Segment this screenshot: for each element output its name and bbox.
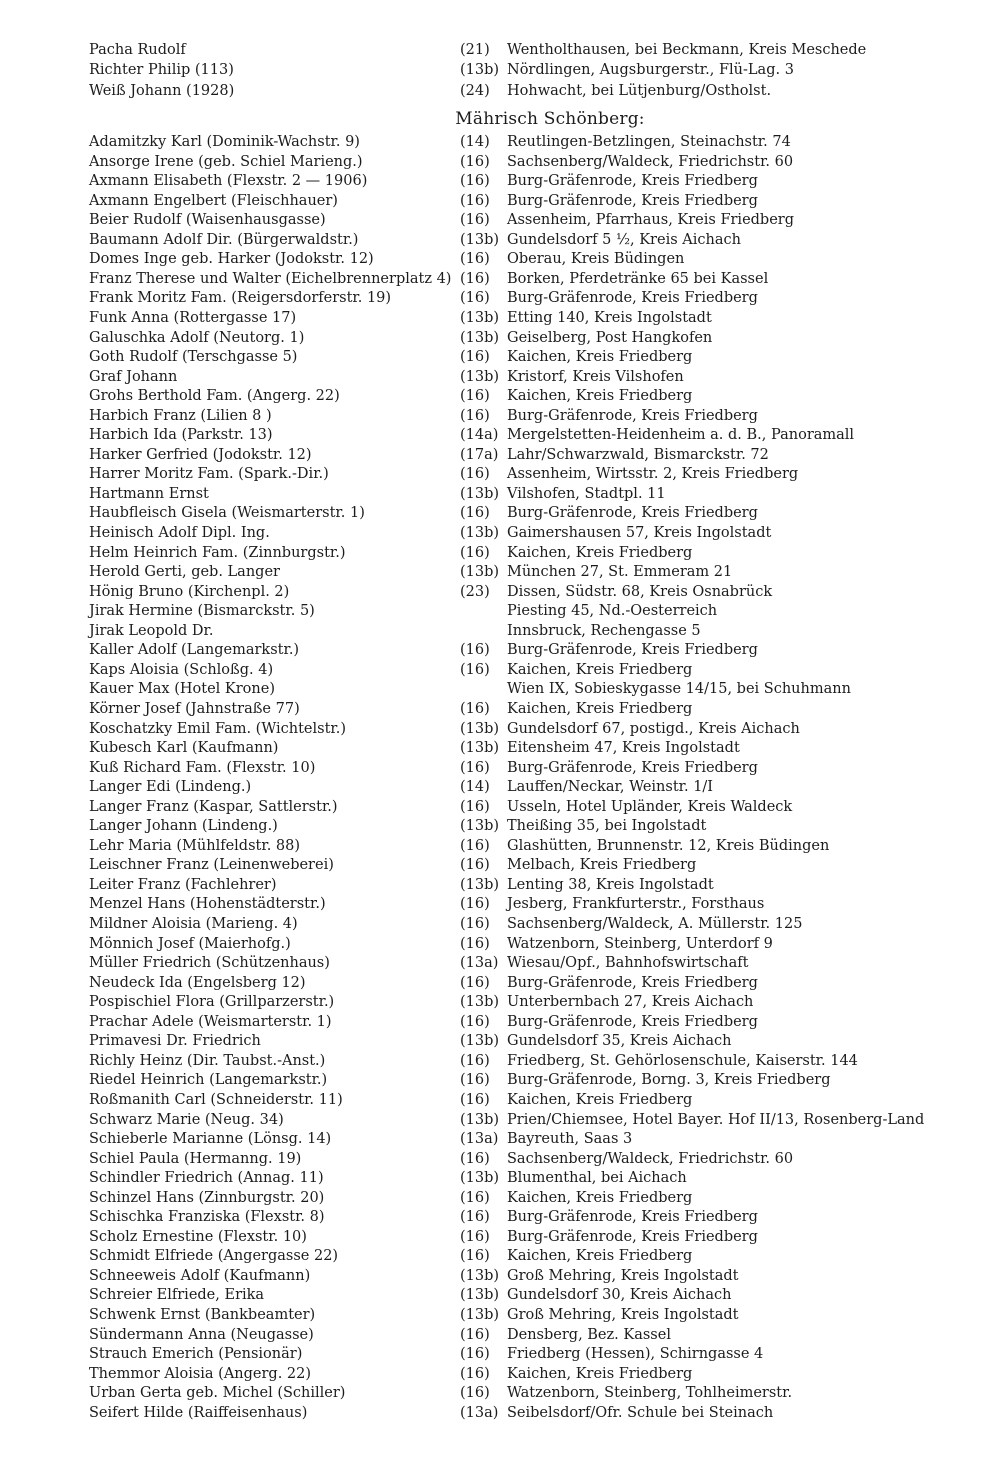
entry-row xyxy=(0,1267,1000,1287)
entry-row xyxy=(0,426,1000,446)
entry-row xyxy=(0,1365,1000,1385)
entry-name: Schiel Paula (Hermanng. 19) xyxy=(89,1150,302,1167)
entry-zone: (13b) xyxy=(460,1170,500,1187)
entry-address: Theißing 35, bei Ingolstadt xyxy=(507,818,707,835)
entry-name: Schwarz Marie (Neug. 34) xyxy=(89,1111,284,1128)
entry-address: Bayreuth, Saas 3 xyxy=(507,1131,633,1148)
entry-zone: (16) xyxy=(460,1385,490,1402)
entry-address: Innsbruck, Rechengasse 5 xyxy=(507,622,701,639)
entry-name: Harrer Moritz Fam. (Spark.-Dir.) xyxy=(89,466,329,483)
entry-zone: (16) xyxy=(460,896,490,913)
entry-name: Primavesi Dr. Friedrich xyxy=(89,1033,261,1050)
entry-address: Groß Mehring, Kreis Ingolstadt xyxy=(507,1267,739,1284)
entry-address: Jesberg, Frankfurterstr., Forsthaus xyxy=(507,896,765,913)
entry-name: Scholz Ernestine (Flexstr. 10) xyxy=(89,1228,307,1245)
entry-address: Hohwacht, bei Lütjenburg/Ostholst. xyxy=(507,82,772,99)
entry-zone: (13b) xyxy=(460,485,500,502)
entry-row xyxy=(0,817,1000,837)
entry-zone: (16) xyxy=(460,1189,490,1206)
entry-zone: (13b) xyxy=(460,309,500,326)
entry-address: Melbach, Kreis Friedberg xyxy=(507,857,697,874)
entry-name: Schneeweis Adolf (Kaufmann) xyxy=(89,1267,311,1284)
entry-zone: (16) xyxy=(460,642,490,659)
entry-zone: (13b) xyxy=(460,1287,500,1304)
entry-name: Pospischiel Flora (Grillparzerstr.) xyxy=(89,994,335,1011)
entry-name: Helm Heinrich Fam. (Zinnburgstr.) xyxy=(89,544,346,561)
entry-address: Kaichen, Kreis Friedberg xyxy=(507,544,693,561)
entry-name: Kaller Adolf (Langemarkstr.) xyxy=(89,642,300,659)
entry-zone: (16) xyxy=(460,1248,490,1265)
entry-row xyxy=(0,1013,1000,1033)
entry-zone: (16) xyxy=(460,1326,490,1343)
entry-row xyxy=(0,1111,1000,1131)
entry-row xyxy=(0,329,1000,349)
entry-row xyxy=(0,563,1000,583)
entry-row xyxy=(0,250,1000,270)
entry-address: Burg-Gräfenrode, Kreis Friedberg xyxy=(507,1013,758,1030)
entry-name: Schinzel Hans (Zinnburgstr. 20) xyxy=(89,1189,325,1206)
entry-row xyxy=(0,133,1000,153)
entry-name: Pacha Rudolf xyxy=(89,42,186,58)
entry-zone: (16) xyxy=(460,1072,490,1089)
entry-address: Burg-Gräfenrode, Kreis Friedberg xyxy=(507,505,758,522)
entry-address: Burg-Gräfenrode, Kreis Friedberg xyxy=(507,1209,758,1226)
entry-row xyxy=(0,1150,1000,1170)
entry-name: Harker Gerfried (Jodokstr. 12) xyxy=(89,446,312,463)
entry-row xyxy=(0,1286,1000,1306)
entry-name: Harbich Franz (Lilien 8 ) xyxy=(89,407,272,424)
entry-row xyxy=(0,778,1000,798)
entry-row xyxy=(0,739,1000,759)
entry-address: Mergelstetten-Heidenheim a. d. B., Panoramall xyxy=(507,427,855,444)
entry-address: Wien IX, Sobieskygasse 14/15, bei Schuhmann xyxy=(507,681,851,698)
entry-name: Axmann Elisabeth (Flexstr. 2 — 1906) xyxy=(89,173,368,190)
entry-address: Vilshofen, Stadtpl. 11 xyxy=(507,485,666,502)
entry-zone: (16) xyxy=(460,661,490,678)
entry-zone: (16) xyxy=(460,212,490,229)
entry-name: Themmor Aloisia (Angerg. 22) xyxy=(89,1365,312,1382)
entry-zone: (16) xyxy=(460,251,490,268)
entry-row xyxy=(0,270,1000,290)
entry-address: Burg-Gräfenrode, Borng. 3, Kreis Friedberg xyxy=(507,1072,831,1089)
entry-row xyxy=(0,172,1000,192)
entry-zone: (13b) xyxy=(460,1111,500,1128)
entry-name: Jirak Leopold Dr. xyxy=(89,622,214,639)
entry-row xyxy=(0,583,1000,603)
entry-row xyxy=(0,993,1000,1013)
entry-address: Unterbernbach 27, Kreis Aichach xyxy=(507,994,754,1011)
entry-row xyxy=(0,954,1000,974)
entry-address: Friedberg (Hessen), Schirngasse 4 xyxy=(507,1346,764,1363)
entry-address: Kaichen, Kreis Friedberg xyxy=(507,388,693,405)
entry-name: Graf Johann xyxy=(89,368,178,385)
entry-zone: (16) xyxy=(460,935,490,952)
entry-name: Richly Heinz (Dir. Taubst.-Anst.) xyxy=(89,1052,326,1069)
entry-address: Sachsenberg/Waldeck, Friedrichstr. 60 xyxy=(507,153,794,170)
entry-row xyxy=(0,544,1000,564)
entry-zone: (13b) xyxy=(460,740,500,757)
entry-row xyxy=(0,720,1000,740)
entry-zone: (16) xyxy=(460,153,490,170)
entry-zone: (13b) xyxy=(460,1033,500,1050)
entry-address: Assenheim, Pfarrhaus, Kreis Friedberg xyxy=(507,212,795,229)
entry-row xyxy=(0,759,1000,779)
entry-zone: (16) xyxy=(460,1209,490,1226)
entry-name: Heinisch Adolf Dipl. Ing. xyxy=(89,525,270,541)
entry-address: Reutlingen-Betzlingen, Steinachstr. 74 xyxy=(507,134,791,150)
entry-zone: (21) xyxy=(460,42,490,58)
entry-name: Leiter Franz (Fachlehrer) xyxy=(89,876,277,893)
entry-name: Schieberle Marianne (Lönsg. 14) xyxy=(89,1131,332,1148)
entry-address: Seibelsdorf/Ofr. Schule bei Steinach xyxy=(507,1404,774,1421)
entry-address: Burg-Gräfenrode, Kreis Friedberg xyxy=(507,1228,758,1245)
entry-address: Friedberg, St. Gehörlosenschule, Kaiserstr. 144 xyxy=(507,1052,858,1069)
entry-name: Prachar Adele (Weismarterstr. 1) xyxy=(89,1013,332,1030)
entry-address: Kristorf, Kreis Vilshofen xyxy=(507,368,684,385)
entry-zone: (23) xyxy=(460,583,490,600)
section-heading-text: Mährisch Schönberg: xyxy=(455,109,645,129)
entry-name: Kubesch Karl (Kaufmann) xyxy=(89,740,279,757)
entry-name: Mildner Aloisia (Marieng. 4) xyxy=(89,916,298,932)
entry-zone: (13b) xyxy=(460,1267,500,1284)
entry-address: Glashütten, Brunnenstr. 12, Kreis Büdingen xyxy=(507,837,830,854)
entry-zone: (24) xyxy=(460,82,490,99)
entry-address: Burg-Gräfenrode, Kreis Friedberg xyxy=(507,759,758,776)
entry-name: Strauch Emerich (Pensionär) xyxy=(89,1346,303,1363)
entry-address: Lenting 38, Kreis Ingolstadt xyxy=(507,876,714,893)
entry-row xyxy=(0,41,1000,61)
section-heading xyxy=(0,108,1000,130)
entry-row xyxy=(0,1306,1000,1326)
entry-zone: (17a) xyxy=(460,446,499,463)
entry-zone: (14) xyxy=(460,134,490,150)
entry-name: Domes Inge geb. Harker (Jodokstr. 12) xyxy=(89,251,374,268)
entry-row xyxy=(0,974,1000,994)
entry-name: Beier Rudolf (Waisenhausgasse) xyxy=(89,212,326,229)
entry-name: Schwenk Ernst (Bankbeamter) xyxy=(89,1307,316,1323)
entry-zone: (13b) xyxy=(460,62,500,79)
entry-name: Weiß Johann (1928) xyxy=(89,82,235,99)
entry-row xyxy=(0,1247,1000,1267)
entry-address: Watzenborn, Steinberg, Unterdorf 9 xyxy=(507,935,773,952)
entry-zone: (13b) xyxy=(460,720,500,737)
entry-row xyxy=(0,1071,1000,1091)
entry-address: Groß Mehring, Kreis Ingolstadt xyxy=(507,1307,739,1323)
entry-zone: (16) xyxy=(460,1346,490,1363)
entry-zone: (16) xyxy=(460,974,490,991)
entry-row xyxy=(0,935,1000,955)
entry-address: Gundelsdorf 67, postigd., Kreis Aichach xyxy=(507,720,800,737)
entry-zone: (13a) xyxy=(460,955,499,972)
entry-address: Wentholthausen, bei Beckmann, Kreis Meschede xyxy=(507,42,867,58)
entry-row xyxy=(0,1091,1000,1111)
entry-address: Prien/Chiemsee, Hotel Bayer. Hof II/13, Rosenberg-Land xyxy=(507,1111,925,1128)
entry-row xyxy=(0,485,1000,505)
entry-row xyxy=(0,61,1000,81)
entry-address: Kaichen, Kreis Friedberg xyxy=(507,661,693,678)
entry-zone: (16) xyxy=(460,700,490,717)
entry-zone: (13a) xyxy=(460,1404,499,1421)
entry-address: Gundelsdorf 35, Kreis Aichach xyxy=(507,1033,732,1050)
entry-address: Gundelsdorf 5 ½, Kreis Aichach xyxy=(507,231,741,248)
entry-address: Lauffen/Neckar, Weinstr. 1/I xyxy=(507,779,714,796)
entry-zone: (16) xyxy=(460,270,490,287)
entry-row xyxy=(0,876,1000,896)
entry-row xyxy=(0,211,1000,231)
entry-name: Mönnich Josef (Maierhofg.) xyxy=(89,935,291,952)
entry-address: Sachsenberg/Waldeck, A. Müllerstr. 125 xyxy=(507,916,803,932)
entry-zone: (16) xyxy=(460,505,490,522)
entry-zone: (13b) xyxy=(460,525,500,541)
entry-name: Grohs Berthold Fam. (Angerg. 22) xyxy=(89,388,340,405)
entry-name: Langer Edi (Lindeng.) xyxy=(89,779,252,796)
entry-row xyxy=(0,661,1000,681)
entry-address: Burg-Gräfenrode, Kreis Friedberg xyxy=(507,192,758,209)
entry-row xyxy=(0,192,1000,212)
entry-address: Geiselberg, Post Hangkofen xyxy=(507,329,713,346)
entry-name: Hartmann Ernst xyxy=(89,485,209,502)
entry-name: Koschatzky Emil Fam. (Wichtelstr.) xyxy=(89,720,346,737)
entry-address: Nördlingen, Augsburgerstr., Flü-Lag. 3 xyxy=(507,62,794,79)
entry-address: Kaichen, Kreis Friedberg xyxy=(507,1189,693,1206)
entry-zone: (16) xyxy=(460,173,490,190)
entry-zone: (16) xyxy=(460,1052,490,1069)
entry-zone: (16) xyxy=(460,388,490,405)
entry-zone: (16) xyxy=(460,466,490,483)
entry-zone: (13a) xyxy=(460,1131,499,1148)
entry-zone: (16) xyxy=(460,798,490,815)
entry-row xyxy=(0,895,1000,915)
entry-address: Burg-Gräfenrode, Kreis Friedberg xyxy=(507,974,758,991)
entry-address: Burg-Gräfenrode, Kreis Friedberg xyxy=(507,290,758,307)
entry-address: Burg-Gräfenrode, Kreis Friedberg xyxy=(507,173,758,190)
entry-name: Menzel Hans (Hohenstädterstr.) xyxy=(89,896,326,913)
entry-name: Adamitzky Karl (Dominik-Wachstr. 9) xyxy=(89,134,360,150)
entry-name: Sündermann Anna (Neugasse) xyxy=(89,1326,314,1343)
entry-zone: (13b) xyxy=(460,368,500,385)
entry-address: Burg-Gräfenrode, Kreis Friedberg xyxy=(507,407,758,424)
entry-zone: (13b) xyxy=(460,994,500,1011)
entry-zone: (16) xyxy=(460,916,490,932)
entry-row xyxy=(0,602,1000,622)
entry-row xyxy=(0,680,1000,700)
entry-address: Kaichen, Kreis Friedberg xyxy=(507,700,693,717)
entry-row xyxy=(0,348,1000,368)
entry-address: Sachsenberg/Waldeck, Friedrichstr. 60 xyxy=(507,1150,794,1167)
entry-name: Schreier Elfriede, Erika xyxy=(89,1287,265,1304)
entry-name: Seifert Hilde (Raiffeisenhaus) xyxy=(89,1404,308,1421)
entry-name: Müller Friedrich (Schützenhaus) xyxy=(89,955,330,972)
entry-name: Langer Franz (Kaspar, Sattlerstr.) xyxy=(89,798,338,815)
entry-address: Watzenborn, Steinberg, Tohlheimerstr. xyxy=(507,1385,793,1402)
entry-name: Richter Philip (113) xyxy=(89,62,234,79)
entry-name: Lehr Maria (Mühlfeldstr. 88) xyxy=(89,837,301,854)
entry-name: Neudeck Ida (Engelsberg 12) xyxy=(89,974,306,991)
entry-zone: (16) xyxy=(460,1013,490,1030)
entry-zone: (13b) xyxy=(460,231,500,248)
entry-row xyxy=(0,504,1000,524)
entry-row xyxy=(0,368,1000,388)
entry-row xyxy=(0,1052,1000,1072)
entry-name: Jirak Hermine (Bismarckstr. 5) xyxy=(89,603,315,620)
entry-address: Burg-Gräfenrode, Kreis Friedberg xyxy=(507,642,758,659)
entry-address: Usseln, Hotel Upländer, Kreis Waldeck xyxy=(507,798,793,815)
entry-zone: (13b) xyxy=(460,564,500,581)
entry-name: Herold Gerti, geb. Langer xyxy=(89,564,280,581)
entry-address: Gundelsdorf 30, Kreis Aichach xyxy=(507,1287,732,1304)
entry-zone: (13b) xyxy=(460,1307,500,1323)
entry-address: Kaichen, Kreis Friedberg xyxy=(507,1248,693,1265)
entry-row xyxy=(0,153,1000,173)
entry-zone: (16) xyxy=(460,544,490,561)
entry-name: Schmidt Elfriede (Angergasse 22) xyxy=(89,1248,339,1265)
entry-name: Axmann Engelbert (Fleischhauer) xyxy=(89,192,338,209)
entry-address: Eitensheim 47, Kreis Ingolstadt xyxy=(507,740,740,757)
entry-zone: (16) xyxy=(460,349,490,366)
entry-zone: (16) xyxy=(460,290,490,307)
entry-name: Goth Rudolf (Terschgasse 5) xyxy=(89,349,298,366)
entry-address: Wiesau/Opf., Bahnhofswirtschaft xyxy=(507,955,749,972)
entry-name: Kauer Max (Hotel Krone) xyxy=(89,681,275,698)
entry-address: Borken, Pferdetränke 65 bei Kassel xyxy=(507,270,769,287)
entry-row xyxy=(0,231,1000,251)
entry-address: Kaichen, Kreis Friedberg xyxy=(507,1091,693,1108)
entry-name: Schischka Franziska (Flexstr. 8) xyxy=(89,1209,325,1226)
entry-row xyxy=(0,856,1000,876)
entry-row xyxy=(0,1032,1000,1052)
entry-name: Urban Gerta geb. Michel (Schiller) xyxy=(89,1385,346,1402)
entry-row xyxy=(0,915,1000,935)
entry-name: Baumann Adolf Dir. (Bürgerwaldstr.) xyxy=(89,231,359,248)
entry-row xyxy=(0,1326,1000,1346)
entry-address: Densberg, Bez. Kassel xyxy=(507,1326,671,1343)
entry-address: München 27, St. Emmeram 21 xyxy=(507,564,733,581)
entry-row xyxy=(0,1228,1000,1248)
entry-name: Kaps Aloisia (Schloßg. 4) xyxy=(89,661,274,678)
entry-row xyxy=(0,837,1000,857)
entry-zone: (16) xyxy=(460,407,490,424)
entry-name: Galuschka Adolf (Neutorg. 1) xyxy=(89,329,305,346)
entry-name: Funk Anna (Rottergasse 17) xyxy=(89,309,297,326)
entry-address: Assenheim, Wirtsstr. 2, Kreis Friedberg xyxy=(507,466,799,483)
entry-row xyxy=(0,1404,1000,1424)
entry-address: Gaimershausen 57, Kreis Ingolstadt xyxy=(507,525,772,541)
entry-address: Dissen, Südstr. 68, Kreis Osnabrück xyxy=(507,583,773,600)
entry-address: Piesting 45, Nd.-Oesterreich xyxy=(507,603,718,620)
entry-zone: (16) xyxy=(460,759,490,776)
entry-name: Frank Moritz Fam. (Reigersdorferstr. 19) xyxy=(89,290,392,307)
entry-name: Haubfleisch Gisela (Weismarterstr. 1) xyxy=(89,505,365,522)
entry-zone: (13b) xyxy=(460,818,500,835)
entry-row xyxy=(0,387,1000,407)
entry-row xyxy=(0,82,1000,102)
entry-row xyxy=(0,1130,1000,1150)
entry-zone: (16) xyxy=(460,1228,490,1245)
entry-name: Leischner Franz (Leinenweberei) xyxy=(89,857,334,874)
entry-row xyxy=(0,289,1000,309)
entry-row xyxy=(0,1208,1000,1228)
entry-row xyxy=(0,446,1000,466)
entry-row xyxy=(0,700,1000,720)
entry-name: Körner Josef (Jahnstraße 77) xyxy=(89,700,300,717)
entry-row xyxy=(0,1169,1000,1189)
entry-address: Etting 140, Kreis Ingolstadt xyxy=(507,309,712,326)
entry-name: Roßmanith Carl (Schneiderstr. 11) xyxy=(89,1091,343,1108)
entry-name: Hönig Bruno (Kirchenpl. 2) xyxy=(89,583,290,600)
entry-address: Kaichen, Kreis Friedberg xyxy=(507,1365,693,1382)
entry-row xyxy=(0,1384,1000,1404)
entry-zone: (16) xyxy=(460,1091,490,1108)
entry-row xyxy=(0,524,1000,544)
entry-zone: (13b) xyxy=(460,329,500,346)
entry-row xyxy=(0,309,1000,329)
entry-name: Kuß Richard Fam. (Flexstr. 10) xyxy=(89,759,316,776)
entry-row xyxy=(0,622,1000,642)
entry-name: Schindler Friedrich (Annag. 11) xyxy=(89,1170,324,1187)
entry-name: Franz Therese und Walter (Eichelbrennerplatz 4) xyxy=(89,270,452,287)
entry-row xyxy=(0,465,1000,485)
entry-name: Langer Johann (Lindeng.) xyxy=(89,818,278,835)
entry-name: Harbich Ida (Parkstr. 13) xyxy=(89,427,273,444)
entry-zone: (13b) xyxy=(460,876,500,893)
entry-row xyxy=(0,1345,1000,1365)
entry-name: Riedel Heinrich (Langemarkstr.) xyxy=(89,1072,328,1089)
entry-row xyxy=(0,407,1000,427)
entry-zone: (16) xyxy=(460,1150,490,1167)
entry-row xyxy=(0,641,1000,661)
entry-address: Oberau, Kreis Büdingen xyxy=(507,251,685,268)
entry-zone: (14a) xyxy=(460,427,499,444)
entry-address: Blumenthal, bei Aichach xyxy=(507,1170,687,1187)
entry-zone: (16) xyxy=(460,857,490,874)
entry-row xyxy=(0,1189,1000,1209)
entry-row xyxy=(0,798,1000,818)
entry-zone: (16) xyxy=(460,1365,490,1382)
entry-zone: (16) xyxy=(460,192,490,209)
entry-zone: (14) xyxy=(460,779,490,796)
entry-address: Kaichen, Kreis Friedberg xyxy=(507,349,693,366)
entry-address: Lahr/Schwarzwald, Bismarckstr. 72 xyxy=(507,446,769,463)
entry-name: Ansorge Irene (geb. Schiel Marieng.) xyxy=(89,153,363,170)
entry-zone: (16) xyxy=(460,837,490,854)
